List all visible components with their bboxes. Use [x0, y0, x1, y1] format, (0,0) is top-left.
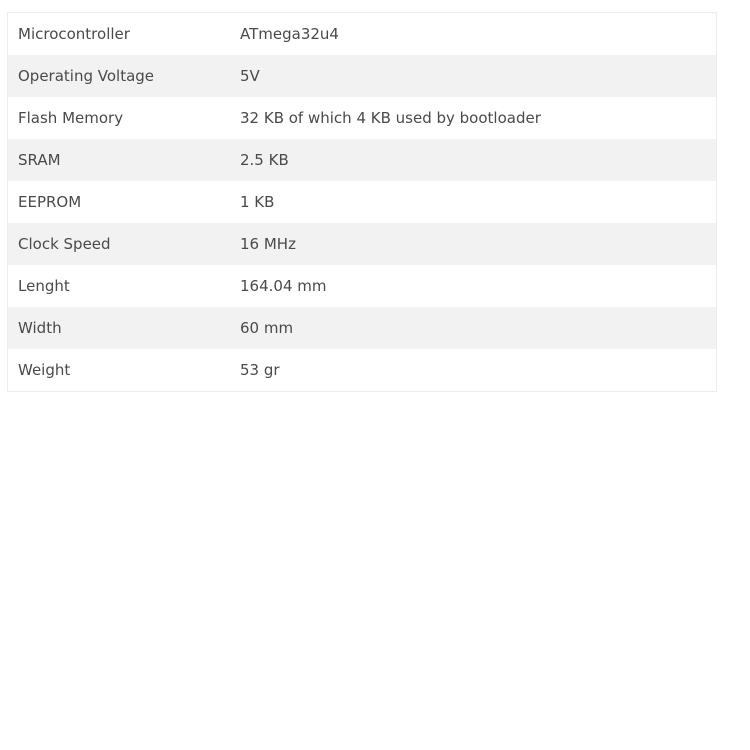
spec-label-length: Lenght — [18, 277, 70, 295]
table-row — [8, 223, 716, 265]
spec-value-flash-memory: 32 KB of which 4 KB used by bootloader — [240, 109, 541, 127]
table-row — [8, 307, 716, 349]
spec-label-eeprom: EEPROM — [18, 193, 82, 211]
spec-label-flash-memory: Flash Memory — [18, 109, 124, 127]
spec-value-width: 60 mm — [240, 319, 294, 337]
spec-value-sram: 2.5 KB — [240, 151, 289, 169]
table-row — [8, 55, 716, 97]
spec-value-operating-voltage: 5V — [240, 67, 260, 85]
table-row — [8, 265, 716, 307]
spec-value-clock-speed: 16 MHz — [240, 235, 296, 253]
spec-label-width: Width — [18, 319, 62, 337]
table-row — [8, 13, 716, 55]
spec-label-sram: SRAM — [18, 151, 61, 169]
spec-label-operating-voltage: Operating Voltage — [18, 67, 155, 85]
spec-label-microcontroller: Microcontroller — [18, 25, 130, 43]
spec-value-eeprom: 1 KB — [240, 193, 275, 211]
spec-value-length: 164.04 mm — [240, 277, 327, 295]
specs-table — [7, 12, 717, 392]
table-row — [8, 181, 716, 223]
spec-value-weight: 53 gr — [240, 361, 280, 379]
spec-label-clock-speed: Clock Speed — [18, 235, 111, 253]
table-row — [8, 349, 716, 391]
table-row — [8, 139, 716, 181]
spec-value-microcontroller: ATmega32u4 — [240, 25, 339, 43]
spec-label-weight: Weight — [18, 361, 71, 379]
table-row — [8, 97, 716, 139]
